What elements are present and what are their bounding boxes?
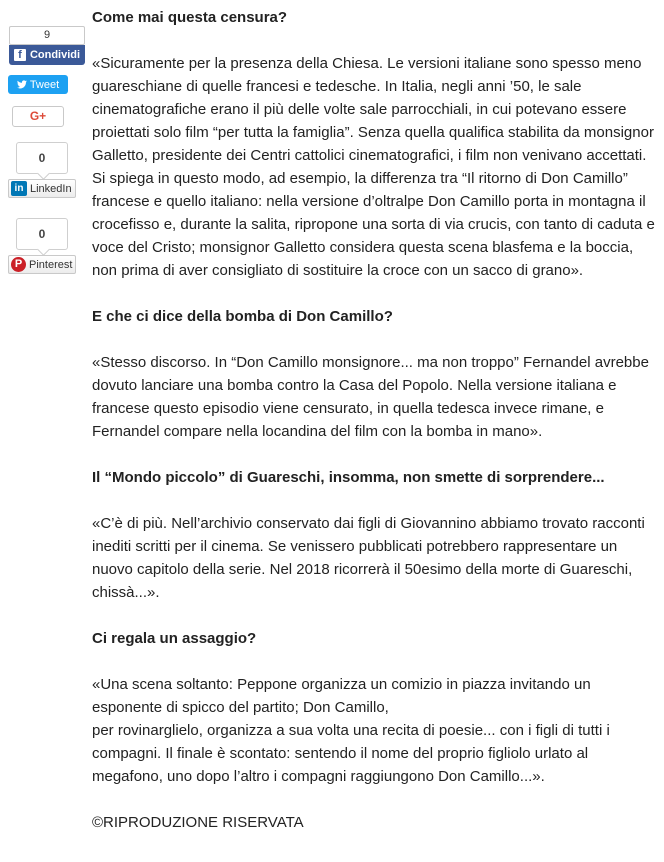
pinterest-label: Pinterest xyxy=(29,258,73,271)
pinterest-share-count: 0 xyxy=(16,218,68,250)
interview-question: Il “Mondo piccolo” di Guareschi, insomma, non smette di sorprendere... xyxy=(92,469,605,486)
facebook-share-label: Condividi xyxy=(29,49,81,61)
linkedin-icon: in xyxy=(11,181,27,196)
article-body xyxy=(92,6,658,834)
linkedin-share-count: 0 xyxy=(16,142,68,174)
pinterest-share-button[interactable] xyxy=(8,255,76,274)
interview-question: E che ci dice della bomba di Don Camillo? xyxy=(92,308,393,325)
googleplus-share-button[interactable] xyxy=(12,106,64,127)
tweet-button[interactable] xyxy=(8,75,68,94)
interview-answer-line: per rovinarglielo, organizza a sua volta una recita di poesie... con i figli di tutti i compagni. Il finale è scontato: sentendo il nome del proprio figliolo urlato al megafono, uno dopo l’altro i compagni raggiungono Don Camillo...». xyxy=(92,722,610,785)
facebook-icon: f xyxy=(14,49,26,61)
copyright-notice: ©RIPRODUZIONE RISERVATA xyxy=(92,814,304,831)
googleplus-icon: G+ xyxy=(29,109,47,123)
facebook-share-count: 9 xyxy=(9,26,85,45)
linkedin-label: LinkedIn xyxy=(30,182,72,195)
facebook-share-widget[interactable] xyxy=(9,26,85,64)
tweet-label: Tweet xyxy=(29,78,60,91)
linkedin-share-button[interactable] xyxy=(8,179,76,198)
interview-answer: «C’è di più. Nell’archivio conservato dai figli di Giovannino abbiamo trovato racconti inediti scritti per il cinema. Se venissero pubblicati potrebbero rappresentare un nuovo capitolo della serie. Nel 2018 ricorrerà il 50esimo della morte di Guareschi, chissà...». xyxy=(92,515,645,601)
twitter-bird-icon xyxy=(17,80,27,89)
interview-question: Come mai questa censura? xyxy=(92,9,288,26)
pinterest-icon: P xyxy=(11,257,26,272)
interview-question: Ci regala un assaggio? xyxy=(92,630,257,647)
interview-answer: «Sicuramente per la presenza della Chiesa. Le versioni italiane sono spesso meno guareschiane di quelle francesi e tedesche. In Italia, negli anni ’50, le sale cinematografiche erano il più delle volte sale parrocchiali, in cui potevano essere proiettati solo film “per tutta la famiglia”. Senza quella qualifica stabilita da monsignor Galletto, presidente dei Centri cattolici cinematografici, i film non venivano accettati. Si spiega in questo modo, ad esempio, la differenza tra “Il ritorno di Don Camillo” francese e quello italiano: nella versione d’oltralpe Don Camillo porta in montagna il crocefisso e, durante la salita, ripropone una sorta di via crucis, con tanto di caduta e voce del Cristo; monsignor Galletto considera questa scena blasfema e la boccia, non prima di aver consigliato di sostituire la croce con un sacco di grano». xyxy=(92,55,655,279)
interview-answer: «Stesso discorso. In “Don Camillo monsignore... ma non troppo” Fernandel avrebbe dovuto lanciare una bomba contro la Casa del Popolo. Nella versione italiana e francese questo episodio viene censurato, in quella tedesca invece rimane, e Fernandel compare nella locandina del film con la bomba in mano». xyxy=(92,354,649,440)
facebook-share-button[interactable] xyxy=(9,45,85,65)
interview-answer-line: «Una scena soltanto: Peppone organizza un comizio in piazza invitando un esponente di spicco del partito; Don Camillo, xyxy=(92,676,591,716)
